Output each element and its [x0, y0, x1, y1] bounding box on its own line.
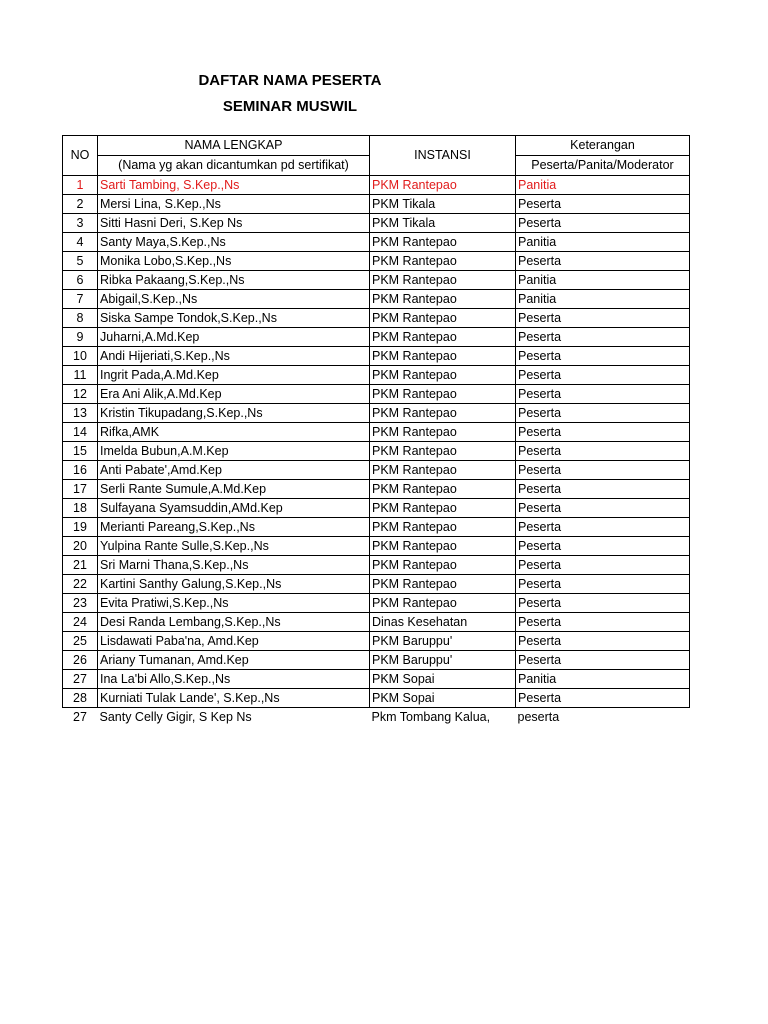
row-no: 27 [73, 710, 87, 724]
row-keterangan: Peserta [516, 651, 690, 670]
row-name: Kurniati Tulak Lande', S.Kep.,Ns [98, 689, 370, 708]
table-row [63, 309, 690, 328]
row-instansi: PKM Tikala [370, 214, 516, 233]
row-name: Anti Pabate',Amd.Kep [98, 461, 370, 480]
header-no: NO [63, 136, 98, 176]
row-keterangan: Peserta [516, 556, 690, 575]
row-name: Sulfayana Syamsuddin,AMd.Kep [98, 499, 370, 518]
row-name: Kartini Santhy Galung,S.Kep.,Ns [98, 575, 370, 594]
row-no: 11 [63, 366, 98, 385]
row-keterangan: Panitia [516, 290, 690, 309]
row-no: 7 [63, 290, 98, 309]
row-name: Santy Maya,S.Kep.,Ns [98, 233, 370, 252]
row-name: Andi Hijeriati,S.Kep.,Ns [98, 347, 370, 366]
row-keterangan: Peserta [516, 480, 690, 499]
row-no: 23 [63, 594, 98, 613]
row-no: 9 [63, 328, 98, 347]
table-row [63, 233, 690, 252]
row-no: 12 [63, 385, 98, 404]
row-no: 4 [63, 233, 98, 252]
table-row [63, 689, 690, 708]
row-name: Desi Randa Lembang,S.Kep.,Ns [98, 613, 370, 632]
table-row [63, 385, 690, 404]
table-row [63, 328, 690, 347]
row-instansi: PKM Sopai [370, 689, 516, 708]
row-no: 14 [63, 423, 98, 442]
row-name: Serli Rante Sumule,A.Md.Kep [98, 480, 370, 499]
row-name: Ariany Tumanan, Amd.Kep [98, 651, 370, 670]
row-keterangan: Peserta [516, 252, 690, 271]
row-no: 8 [63, 309, 98, 328]
row-no: 2 [63, 195, 98, 214]
row-name: Mersi Lina, S.Kep.,Ns [98, 195, 370, 214]
row-instansi: PKM Rantepao [370, 442, 516, 461]
row-instansi: PKM Rantepao [370, 518, 516, 537]
table-row [63, 518, 690, 537]
row-keterangan: Peserta [516, 632, 690, 651]
row-instansi: PKM Rantepao [370, 347, 516, 366]
table-row [63, 575, 690, 594]
row-instansi: PKM Rantepao [370, 575, 516, 594]
header-name-note: (Nama yg akan dicantumkan pd sertifikat) [98, 156, 370, 176]
row-name: Sri Marni Thana,S.Kep.,Ns [98, 556, 370, 575]
row-name: Kristin Tikupadang,S.Kep.,Ns [98, 404, 370, 423]
row-instansi: PKM Rantepao [370, 556, 516, 575]
row-no: 20 [63, 537, 98, 556]
row-instansi: PKM Rantepao [370, 480, 516, 499]
row-no: 24 [63, 613, 98, 632]
table-row [63, 537, 690, 556]
row-no: 22 [63, 575, 98, 594]
row-no: 19 [63, 518, 98, 537]
row-instansi: PKM Rantepao [370, 404, 516, 423]
row-keterangan: Peserta [516, 442, 690, 461]
row-no: 21 [63, 556, 98, 575]
row-name: Evita Pratiwi,S.Kep.,Ns [98, 594, 370, 613]
row-keterangan: Peserta [516, 195, 690, 214]
row-no: 16 [63, 461, 98, 480]
row-no: 1 [63, 176, 98, 195]
row-no: 3 [63, 214, 98, 233]
row-name: Ina La'bi Allo,S.Kep.,Ns [98, 670, 370, 689]
row-keterangan: Panitia [516, 176, 690, 195]
row-instansi: Dinas Kesehatan [370, 613, 516, 632]
table-row [63, 290, 690, 309]
row-name: Yulpina Rante Sulle,S.Kep.,Ns [98, 537, 370, 556]
row-name: Era Ani Alik,A.Md.Kep [98, 385, 370, 404]
table-row [63, 195, 690, 214]
row-name: Rifka,AMK [98, 423, 370, 442]
table-row [63, 556, 690, 575]
table-row [63, 347, 690, 366]
header-name: NAMA LENGKAP [98, 136, 370, 156]
table-row [63, 594, 690, 613]
row-keterangan: Peserta [516, 499, 690, 518]
row-instansi: PKM Rantepao [370, 233, 516, 252]
row-no: 10 [63, 347, 98, 366]
row-instansi: PKM Baruppu' [370, 632, 516, 651]
row-keterangan: peserta [517, 710, 560, 724]
row-keterangan: Peserta [516, 423, 690, 442]
row-no: 26 [63, 651, 98, 670]
row-keterangan: Peserta [516, 594, 690, 613]
row-keterangan: Peserta [516, 347, 690, 366]
row-keterangan: Peserta [516, 366, 690, 385]
row-name: Abigail,S.Kep.,Ns [98, 290, 370, 309]
row-name: Siska Sampe Tondok,S.Kep.,Ns [98, 309, 370, 328]
row-instansi: PKM Rantepao [370, 271, 516, 290]
document-title: DAFTAR NAMA PESERTA [198, 72, 382, 89]
row-keterangan: Peserta [516, 385, 690, 404]
table-row [63, 404, 690, 423]
row-instansi: Pkm Tombang Kalua, [371, 710, 491, 724]
row-instansi: PKM Sopai [370, 670, 516, 689]
row-keterangan: Peserta [516, 537, 690, 556]
row-keterangan: Peserta [516, 689, 690, 708]
row-no: 6 [63, 271, 98, 290]
table-row [63, 461, 690, 480]
document-subtitle: SEMINAR MUSWIL [222, 98, 358, 115]
table-row [63, 613, 690, 632]
header-instansi: INSTANSI [370, 136, 516, 176]
table-row [63, 214, 690, 233]
row-name: Imelda Bubun,A.M.Kep [98, 442, 370, 461]
table-row [63, 632, 690, 651]
row-keterangan: Peserta [516, 214, 690, 233]
row-keterangan: Peserta [516, 309, 690, 328]
row-keterangan: Peserta [516, 461, 690, 480]
table-row [63, 252, 690, 271]
table-row [63, 480, 690, 499]
row-keterangan: Peserta [516, 613, 690, 632]
table-row [63, 176, 690, 195]
row-keterangan: Peserta [516, 328, 690, 347]
table-row [63, 651, 690, 670]
row-name: Ribka Pakaang,S.Kep.,Ns [98, 271, 370, 290]
row-name: Sarti Tambing, S.Kep.,Ns [98, 176, 370, 195]
row-instansi: PKM Rantepao [370, 290, 516, 309]
row-keterangan: Panitia [516, 271, 690, 290]
participant-table [62, 135, 690, 726]
row-no: 28 [63, 689, 98, 708]
row-instansi: PKM Rantepao [370, 594, 516, 613]
row-instansi: PKM Rantepao [370, 385, 516, 404]
row-no: 15 [63, 442, 98, 461]
row-instansi: PKM Rantepao [370, 309, 516, 328]
table-row [63, 423, 690, 442]
table-row [63, 670, 690, 689]
row-keterangan: Panitia [516, 670, 690, 689]
row-instansi: PKM Rantepao [370, 537, 516, 556]
row-no: 25 [63, 632, 98, 651]
row-name: Juharni,A.Md.Kep [98, 328, 370, 347]
row-keterangan: Peserta [516, 404, 690, 423]
row-instansi: PKM Rantepao [370, 252, 516, 271]
table-row [63, 366, 690, 385]
row-instansi: PKM Rantepao [370, 461, 516, 480]
header-keterangan-note: Peserta/Panita/Moderator [516, 156, 690, 176]
row-instansi: PKM Baruppu' [370, 651, 516, 670]
row-keterangan: Panitia [516, 233, 690, 252]
row-name: Santy Celly Gigir, S Kep Ns [99, 710, 252, 724]
row-instansi: PKM Rantepao [370, 366, 516, 385]
row-name: Lisdawati Paba'na, Amd.Kep [98, 632, 370, 651]
row-no: 13 [63, 404, 98, 423]
row-name: Ingrit Pada,A.Md.Kep [98, 366, 370, 385]
table-row [63, 499, 690, 518]
row-instansi: PKM Rantepao [370, 328, 516, 347]
table-row [63, 708, 690, 727]
header-keterangan: Keterangan [516, 136, 690, 156]
row-instansi: PKM Rantepao [370, 423, 516, 442]
row-name: Sitti Hasni Deri, S.Kep Ns [98, 214, 370, 233]
row-no: 18 [63, 499, 98, 518]
row-no: 27 [63, 670, 98, 689]
row-no: 5 [63, 252, 98, 271]
table-row [63, 271, 690, 290]
row-instansi: PKM Rantepao [370, 499, 516, 518]
row-instansi: PKM Tikala [370, 195, 516, 214]
row-keterangan: Peserta [516, 518, 690, 537]
row-name: Merianti Pareang,S.Kep.,Ns [98, 518, 370, 537]
row-keterangan: Peserta [516, 575, 690, 594]
row-no: 17 [63, 480, 98, 499]
row-name: Monika Lobo,S.Kep.,Ns [98, 252, 370, 271]
row-instansi: PKM Rantepao [370, 176, 516, 195]
table-row [63, 442, 690, 461]
